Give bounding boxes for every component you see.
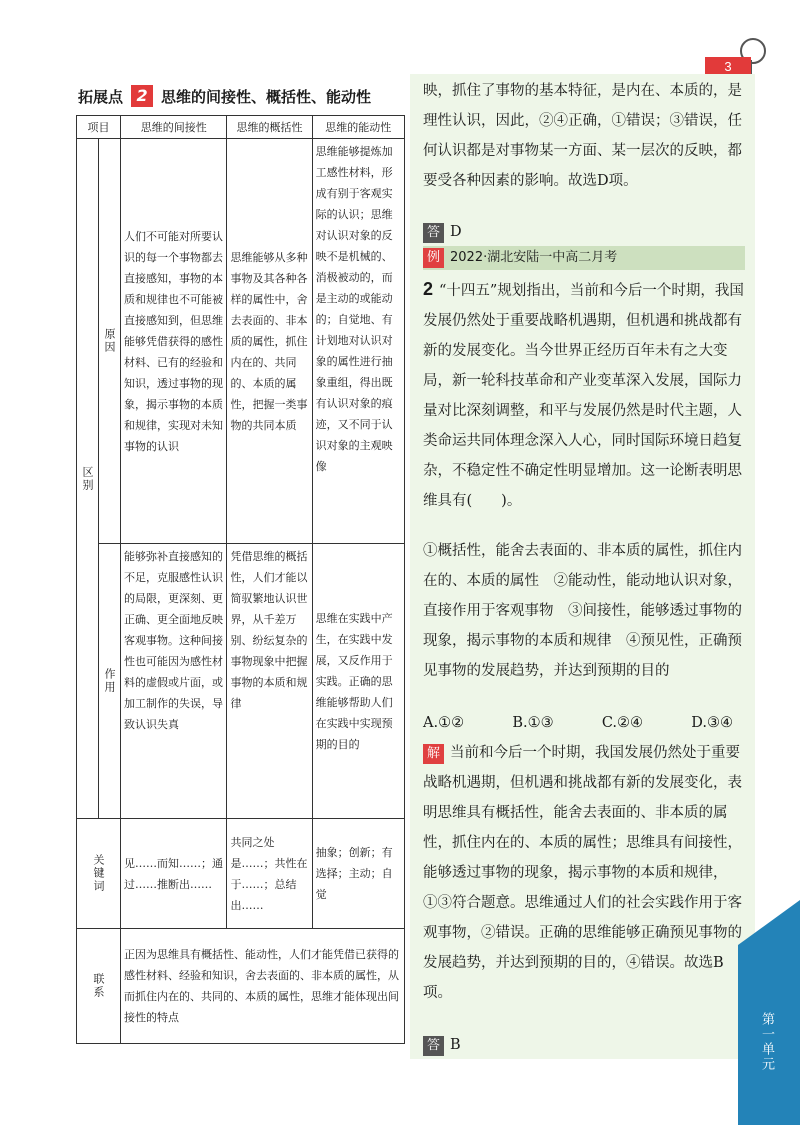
page-number: 3 xyxy=(705,57,751,77)
table-row-reason xyxy=(77,139,405,544)
question-block xyxy=(423,274,745,516)
prev-answer-line xyxy=(423,217,745,247)
row-label-reason: 原因 xyxy=(99,139,121,544)
question-text: “十四五”规划指出，当前和今后一个时期，我国发展仍然处于重要战略机遇期，但机遇和挑战都有新的发展变化。当今世界正经历百年未有之大变局，新一轮科技革命和产业变革深入发展，国际力量对比深刻调整，和平与发展仍然是时代主题，人类命运共同体理念深入人心，同时国际环境日趋复杂，不稳定性不确定性明显增加。这一论断表明思维具有( )。 xyxy=(423,283,744,509)
header-indirect: 思维的间接性 xyxy=(121,116,227,139)
section-number-badge: 2 xyxy=(131,85,153,107)
header-general: 思维的概括性 xyxy=(227,116,312,139)
section-label: 拓展点 xyxy=(78,87,124,106)
jie-tag: 解 xyxy=(423,744,444,764)
example-tag: 例 xyxy=(423,248,444,268)
reason-active: 思维能够提炼加工感性材料，形成有别于客观实际的认识；思维对认识对象的反映不是机械的、消极被动的，而是主动的或能动的；自觉地、有计划地对认识对象的属性进行抽象重组，得出既有认识对象的痕迹，又不同于认识对象的主观映像 xyxy=(312,139,404,544)
example-source: 2022·湖北安陆一中高二月考 xyxy=(450,250,618,265)
row-label-effect: 作用 xyxy=(99,544,121,819)
reason-indirect: 人们不可能对所要认识的每一个事物都去直接感知，事物的本质和规律也不可能被直接感知到，但思维能够凭借获得的感性材料、已有的经验和知识，透过事物的现象，揭示事物的本质和规律，实现对未知事物的认识 xyxy=(121,139,227,544)
row-label-relation: 联系 xyxy=(77,929,121,1044)
answer-tag-2: 答 xyxy=(423,1036,444,1056)
prev-explanation: 映，抓住了事物的基本特征，是内在、本质的，是理性认识，因此，②④正确，①错误；③错误，任何认识都是对事物某一方面、某一层次的反映，都要受各种因素的影响。故选D项。 xyxy=(423,83,742,189)
row-label-keywords: 关键词 xyxy=(77,819,121,929)
example-bar xyxy=(423,246,745,270)
option-d: D.③④ xyxy=(691,715,733,731)
section-heading: 思维的间接性、概括性、能动性 xyxy=(161,87,372,106)
header-active: 思维的能动性 xyxy=(312,116,404,139)
unit-tab: 第一单元 xyxy=(759,1012,774,1072)
question-number: 2 xyxy=(423,279,434,299)
keywords-indirect: 见……而知……；通过……推断出…… xyxy=(121,819,227,929)
final-answer: B xyxy=(450,1037,461,1053)
answer-line xyxy=(423,1030,745,1060)
category-difference: 区别 xyxy=(77,139,99,819)
explanation-block xyxy=(423,738,745,1008)
section-title xyxy=(78,85,371,107)
statements: ①概括性，能舍去表面的、非本质的属性，抓住内在的、本质的属性 ②能动性，能动地认识对象，直接作用于客观事物 ③间接性，能够透过事物的现象，揭示事物的本质和规律 ④预见性，正确预见事物的发展趋势，并达到预期的目的 xyxy=(423,543,742,679)
option-b: B.①③ xyxy=(512,715,554,731)
comparison-table xyxy=(76,115,405,1044)
table-row-keywords xyxy=(77,819,405,929)
keywords-general: 共同之处是……；共性在于……；总结出…… xyxy=(227,819,312,929)
table-row-relation xyxy=(77,929,405,1044)
effect-indirect: 能够弥补直接感知的不足，克服感性认识的局限，更深刻、更正确、更全面地反映客观事物。这种间接性也可能因为感性材料的虚假或片面，或加工制作的失误，导致认识失真 xyxy=(121,544,227,819)
relation-text: 正因为思维具有概括性、能动性，人们才能凭借已获得的感性材料、经验和知识，舍去表面的、非本质的属性，从而抓住内在的、共同的、本质的属性，思维才能体现出间接性的特点 xyxy=(121,929,405,1044)
keywords-active: 抽象；创新；有选择；主动；自觉 xyxy=(312,819,404,929)
effect-general: 凭借思维的概括性，人们才能以简驭繁地认识世界，从千差万别、纷纭复杂的事物现象中把握事物的本质和规律 xyxy=(227,544,312,819)
option-a: A.①② xyxy=(423,715,465,731)
option-c: C.②④ xyxy=(601,715,644,731)
reason-general: 思维能够从多种事物及其各种各样的属性中，舍去表面的、非本质的属性，抓住内在的、共同的、本质的属性，把握一类事物的共同本质 xyxy=(227,139,312,544)
table-header-row xyxy=(77,116,405,139)
table-row-effect xyxy=(77,544,405,819)
explanation-text: 当前和今后一个时期，我国发展仍然处于重要战略机遇期，但机遇和挑战都有新的发展变化，表明思维具有概括性，能舍去表面的、非本质的属性，抓住内在的、本质的属性；思维具有间接性，能够透过事物的现象，揭示事物的本质和规律，①③符合题意。思维通过人们的社会实践作用于客观事物，②错误。正确的思维能够正确预见事物的发展趋势，并达到预期的目的，④错误。故选B项。 xyxy=(423,745,742,1001)
effect-active: 思维在实践中产生，在实践中发展，又反作用于实践。正确的思维能够帮助人们在实践中实现预期的目的 xyxy=(312,544,404,819)
answer-tag: 答 xyxy=(423,223,444,243)
prev-answer: D xyxy=(450,224,462,240)
header-item: 项目 xyxy=(77,116,121,139)
options xyxy=(423,708,733,738)
